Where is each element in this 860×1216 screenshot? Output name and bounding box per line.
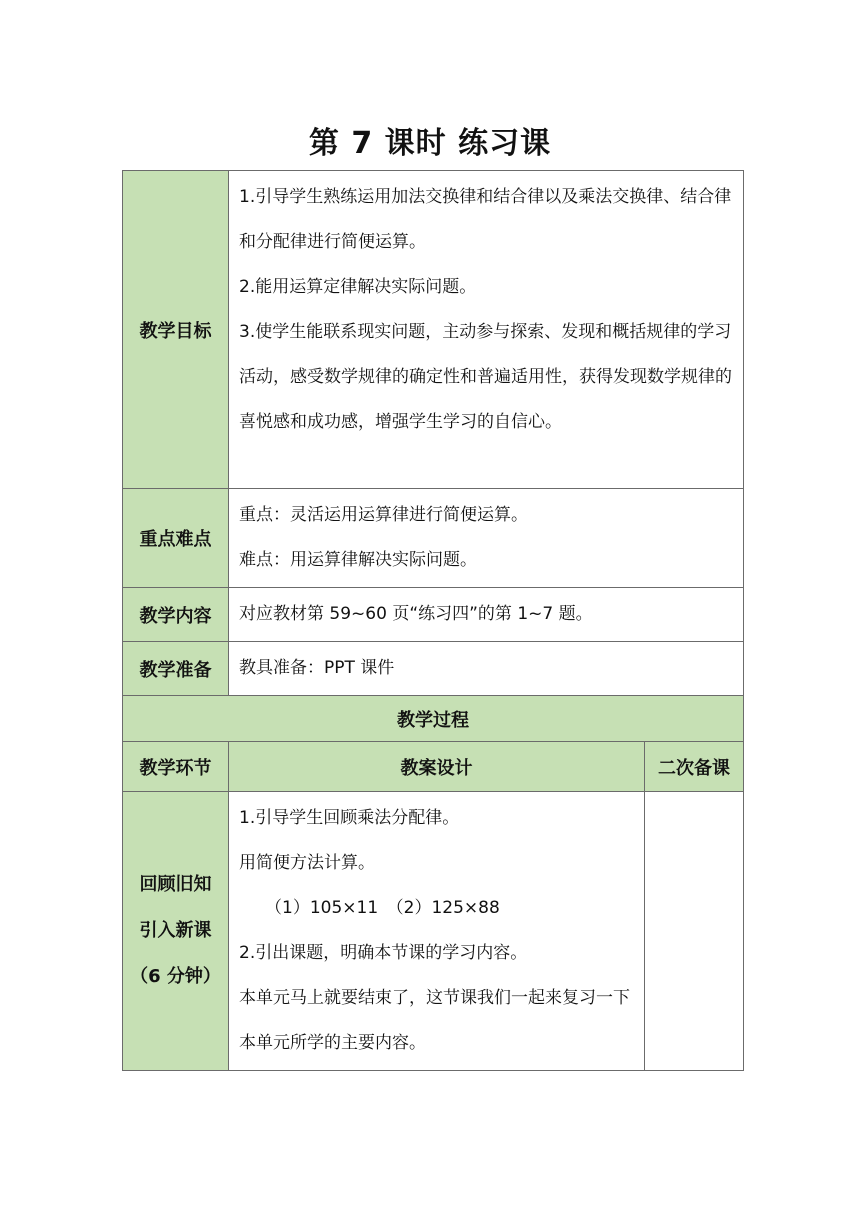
lesson-plan-table [122,170,744,1071]
content-label: 教学内容 [123,588,229,642]
review-content [229,792,645,1071]
difficult-point: 难点：用运算律解决实际问题。 [239,550,477,570]
column-second-prep: 二次备课 [645,742,744,792]
review-line: 本单元马上就要结束了，这节课我们一起来复习一下本单元所学的主要内容。 [239,988,630,1053]
content-row [123,588,744,642]
review-line: 2.引出课题，明确本节课的学习内容。 [239,943,528,963]
keypoints-content [229,489,744,588]
review-label-line: （6 分钟） [130,966,221,987]
second-prep-cell [645,792,744,1071]
review-label [123,792,229,1071]
keypoints-row [123,489,744,588]
key-point: 重点：灵活运用运算律进行简便运算。 [239,505,528,525]
review-line: （1）105×11 （2）125×88 [265,898,500,918]
preparation-label: 教学准备 [123,642,229,696]
objective-item: 3.使学生能联系现实问题，主动参与探索、发现和概括规律的学习活动，感受数学规律的确定性和普遍适用性，获得发现数学规律的喜悦感和成功感，增强学生学习的自信心。 [239,322,732,432]
objective-item: 2.能用运算定律解决实际问题。 [239,277,477,297]
objectives-row [123,171,744,489]
process-header-row [123,696,744,742]
review-line: 用简便方法计算。 [239,853,375,873]
process-header: 教学过程 [123,696,744,742]
content-text: 对应教材第 59~60 页“练习四”的第 1~7 题。 [229,588,744,642]
column-header-row [123,742,744,792]
review-row [123,792,744,1071]
preparation-row [123,642,744,696]
column-design: 教案设计 [229,742,645,792]
keypoints-label: 重点难点 [123,489,229,588]
column-stage: 教学环节 [123,742,229,792]
objective-item: 1.引导学生熟练运用加法交换律和结合律以及乘法交换律、结合律和分配律进行简便运算。 [239,187,732,252]
page-title: 第 7 课时 练习课 [308,126,552,161]
review-line: 1.引导学生回顾乘法分配律。 [239,808,460,828]
review-label-line: 回顾旧知 [139,874,212,895]
objectives-label: 教学目标 [123,171,229,489]
preparation-text: 教具准备：PPT 课件 [229,642,744,696]
review-label-line: 引入新课 [139,920,212,941]
objectives-content [229,171,744,489]
